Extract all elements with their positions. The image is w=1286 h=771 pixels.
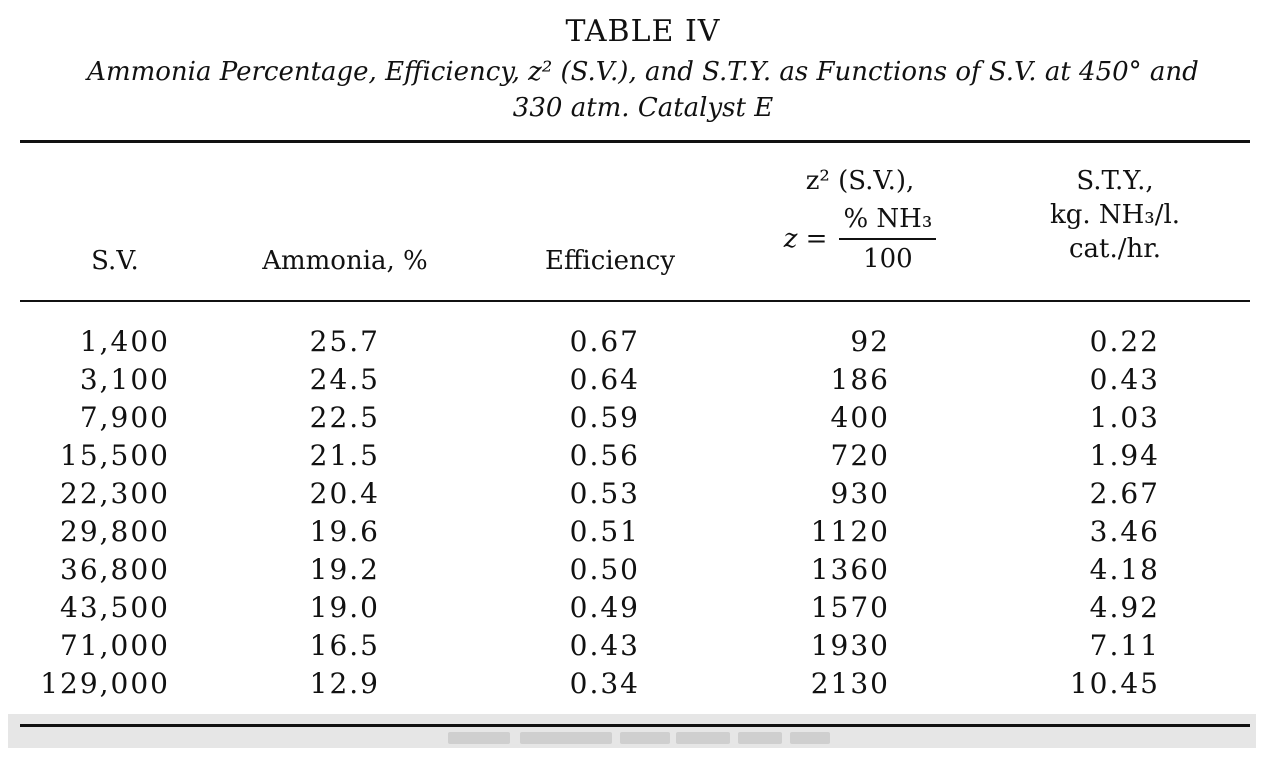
- cell-z2-sv: 1120: [810, 515, 890, 548]
- header-sty-line-1: S.T.Y.,: [1076, 166, 1154, 196]
- cell-sv: 22,300: [60, 477, 170, 510]
- table-row: [0, 437, 1286, 475]
- cell-sv: 1,400: [79, 325, 170, 358]
- header-efficiency: Efficiency: [544, 246, 676, 276]
- scan-artifact-mark: [790, 732, 830, 744]
- scan-artifact-mark: [448, 732, 510, 744]
- cell-sty: 0.43: [1089, 363, 1160, 396]
- header-sty: [1000, 164, 1230, 266]
- bottom-rule: [20, 724, 1250, 727]
- header-sty-line-3: cat./hr.: [1068, 234, 1162, 264]
- table-row: [0, 665, 1286, 703]
- cell-efficiency: 0.51: [569, 515, 640, 548]
- header-z2-label: z² (S.V.),: [805, 166, 915, 196]
- cell-z2-sv: 1360: [810, 553, 890, 586]
- table-row: [0, 323, 1286, 361]
- header-sv: S.V.: [91, 246, 139, 276]
- header-rule: [20, 300, 1250, 302]
- cell-ammonia: 25.7: [309, 325, 380, 358]
- cell-sty: 7.11: [1089, 629, 1160, 662]
- z-formula-numerator: % NH₃: [839, 202, 936, 240]
- cell-ammonia: 21.5: [309, 439, 380, 472]
- cell-ammonia: 12.9: [309, 667, 380, 700]
- cell-z2-sv: 720: [830, 439, 890, 472]
- cell-efficiency: 0.67: [569, 325, 640, 358]
- cell-ammonia: 19.2: [309, 553, 380, 586]
- top-rule: [20, 140, 1250, 143]
- cell-sv: 3,100: [79, 363, 170, 396]
- cell-efficiency: 0.50: [569, 553, 640, 586]
- header-ammonia: Ammonia, %: [262, 246, 428, 276]
- scan-artifact-mark: [738, 732, 782, 744]
- cell-sv: 7,900: [79, 401, 170, 434]
- header-sty-line-2: kg. NH₃/l.: [1049, 200, 1181, 230]
- scan-artifact-mark: [520, 732, 612, 744]
- cell-z2-sv: 186: [830, 363, 890, 396]
- cell-sv: 43,500: [60, 591, 170, 624]
- z-formula-fraction: [839, 202, 936, 276]
- cell-efficiency: 0.34: [569, 667, 640, 700]
- table-label: TABLE IV: [565, 14, 721, 49]
- cell-sty: 1.94: [1089, 439, 1160, 472]
- table-row: [0, 513, 1286, 551]
- z-formula-denominator: 100: [863, 244, 913, 274]
- header-z2-sv: [740, 164, 980, 276]
- z-formula-lhs: z =: [783, 224, 828, 254]
- cell-sv: 129,000: [40, 667, 170, 700]
- z-formula: [740, 202, 980, 276]
- cell-efficiency: 0.53: [569, 477, 640, 510]
- cell-z2-sv: 2130: [810, 667, 890, 700]
- table-body: [0, 323, 1286, 703]
- cell-z2-sv: 1570: [810, 591, 890, 624]
- table-row: [0, 399, 1286, 437]
- table-row: [0, 551, 1286, 589]
- scan-artifact-mark: [620, 732, 670, 744]
- cell-z2-sv: 1930: [810, 629, 890, 662]
- cell-sty: 1.03: [1089, 401, 1160, 434]
- cell-efficiency: 0.64: [569, 363, 640, 396]
- cell-ammonia: 16.5: [309, 629, 380, 662]
- cell-z2-sv: 92: [850, 325, 890, 358]
- cell-z2-sv: 930: [830, 477, 890, 510]
- table-row: [0, 361, 1286, 399]
- cell-sty: 0.22: [1089, 325, 1160, 358]
- table-row: [0, 589, 1286, 627]
- cell-ammonia: 22.5: [309, 401, 380, 434]
- cell-sty: 4.92: [1089, 591, 1160, 624]
- cell-sv: 36,800: [60, 553, 170, 586]
- cell-ammonia: 24.5: [309, 363, 380, 396]
- table-row: [0, 627, 1286, 665]
- cell-z2-sv: 400: [830, 401, 890, 434]
- cell-sty: 2.67: [1089, 477, 1160, 510]
- table-title-line-2: 330 atm. Catalyst E: [512, 93, 774, 123]
- cell-ammonia: 20.4: [309, 477, 380, 510]
- table-title: [0, 54, 1286, 126]
- cell-ammonia: 19.0: [309, 591, 380, 624]
- cell-efficiency: 0.59: [569, 401, 640, 434]
- cell-sty: 4.18: [1089, 553, 1160, 586]
- cell-efficiency: 0.56: [569, 439, 640, 472]
- cell-ammonia: 19.6: [309, 515, 380, 548]
- table-row: [0, 475, 1286, 513]
- scan-artifact-mark: [676, 732, 730, 744]
- cell-sv: 71,000: [60, 629, 170, 662]
- cell-sv: 15,500: [60, 439, 170, 472]
- cell-efficiency: 0.43: [569, 629, 640, 662]
- cell-sty: 10.45: [1069, 667, 1160, 700]
- table-title-line-1: Ammonia Percentage, Efficiency, z² (S.V.), and S.T.Y. as Functions of S.V. at 450° and: [87, 57, 1199, 87]
- cell-sty: 3.46: [1089, 515, 1160, 548]
- cell-efficiency: 0.49: [569, 591, 640, 624]
- cell-sv: 29,800: [60, 515, 170, 548]
